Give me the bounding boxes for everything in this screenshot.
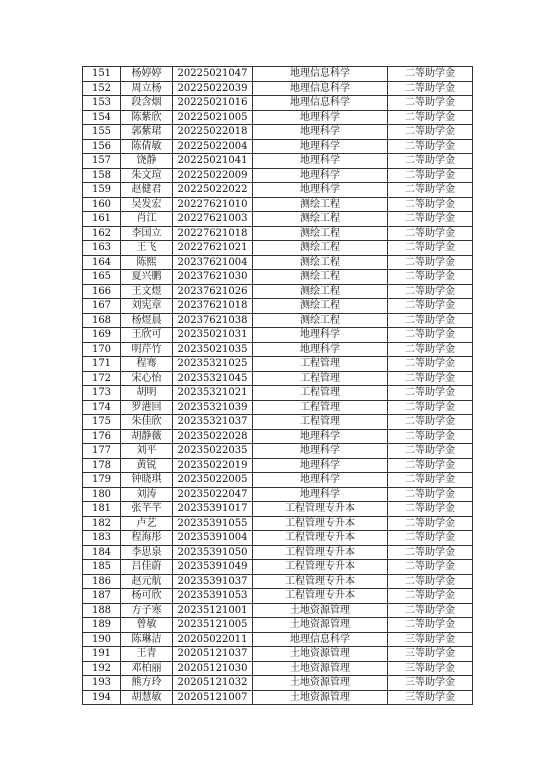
student-id: 20235021031 (173, 328, 253, 343)
table-row (83, 618, 473, 633)
student-name: 熊方玲 (121, 676, 173, 691)
award-level: 二等助学金 (388, 560, 473, 575)
scholarship-table (82, 66, 473, 705)
award-level: 二等助学金 (388, 618, 473, 633)
student-name: 刘宪章 (121, 299, 173, 314)
student-id: 20237621030 (173, 270, 253, 285)
award-level: 二等助学金 (388, 328, 473, 343)
award-level: 二等助学金 (388, 531, 473, 546)
award-level: 二等助学金 (388, 415, 473, 430)
award-level: 二等助学金 (388, 226, 473, 241)
student-name: 杨婷婷 (121, 67, 173, 82)
row-number: 179 (83, 473, 121, 488)
table-row (83, 574, 473, 589)
award-level: 二等助学金 (388, 255, 473, 270)
student-id: 20235321025 (173, 357, 253, 372)
row-number: 155 (83, 125, 121, 140)
student-name: 朱文瑄 (121, 168, 173, 183)
student-name: 陈熙 (121, 255, 173, 270)
row-number: 173 (83, 386, 121, 401)
student-id: 20225021005 (173, 110, 253, 125)
major-name: 土地资源管理 (253, 603, 388, 618)
major-name: 测绘工程 (253, 197, 388, 212)
row-number: 194 (83, 690, 121, 705)
award-level: 二等助学金 (388, 502, 473, 517)
table-row (83, 212, 473, 227)
table-row (83, 197, 473, 212)
row-number: 178 (83, 458, 121, 473)
student-id: 20235021035 (173, 342, 253, 357)
student-id: 20205121032 (173, 676, 253, 691)
student-name: 杨煜晨 (121, 313, 173, 328)
award-level: 二等助学金 (388, 183, 473, 198)
student-name: 李思泉 (121, 545, 173, 560)
row-number: 165 (83, 270, 121, 285)
award-level: 二等助学金 (388, 67, 473, 82)
student-name: 饶静 (121, 154, 173, 169)
major-name: 工程管理专升本 (253, 531, 388, 546)
award-level: 三等助学金 (388, 647, 473, 662)
table-row (83, 632, 473, 647)
student-name: 吕佳蔚 (121, 560, 173, 575)
table-row (83, 473, 473, 488)
major-name: 测绘工程 (253, 270, 388, 285)
row-number: 152 (83, 81, 121, 96)
major-name: 地理科学 (253, 458, 388, 473)
major-name: 土地资源管理 (253, 690, 388, 705)
table-row (83, 357, 473, 372)
major-name: 地理信息科学 (253, 632, 388, 647)
major-name: 地理科学 (253, 328, 388, 343)
row-number: 187 (83, 589, 121, 604)
student-name: 程骞 (121, 357, 173, 372)
major-name: 工程管理 (253, 400, 388, 415)
student-name: 黄锐 (121, 458, 173, 473)
table-row (83, 67, 473, 82)
award-level: 二等助学金 (388, 603, 473, 618)
major-name: 地理科学 (253, 168, 388, 183)
award-level: 二等助学金 (388, 125, 473, 140)
student-name: 陈紫欣 (121, 110, 173, 125)
major-name: 土地资源管理 (253, 618, 388, 633)
major-name: 土地资源管理 (253, 661, 388, 676)
row-number: 188 (83, 603, 121, 618)
award-level: 三等助学金 (388, 690, 473, 705)
table-row (83, 139, 473, 154)
student-id: 20235391053 (173, 589, 253, 604)
award-level: 二等助学金 (388, 429, 473, 444)
table-row (83, 241, 473, 256)
row-number: 183 (83, 531, 121, 546)
student-name: 赵元航 (121, 574, 173, 589)
row-number: 153 (83, 96, 121, 111)
table-row (83, 516, 473, 531)
student-id: 20227621003 (173, 212, 253, 227)
row-number: 162 (83, 226, 121, 241)
student-name: 钟晓琪 (121, 473, 173, 488)
award-level: 二等助学金 (388, 444, 473, 459)
student-id: 20237621038 (173, 313, 253, 328)
major-name: 地理科学 (253, 154, 388, 169)
award-level: 三等助学金 (388, 676, 473, 691)
student-id: 20235022047 (173, 487, 253, 502)
student-id: 20227621021 (173, 241, 253, 256)
major-name: 地理信息科学 (253, 96, 388, 111)
student-name: 朱佳欣 (121, 415, 173, 430)
table-row (83, 255, 473, 270)
row-number: 171 (83, 357, 121, 372)
student-name: 方子寒 (121, 603, 173, 618)
table-row (83, 560, 473, 575)
student-name: 罗港回 (121, 400, 173, 415)
student-id: 20235022035 (173, 444, 253, 459)
major-name: 地理科学 (253, 183, 388, 198)
student-name: 王欣可 (121, 328, 173, 343)
major-name: 工程管理专升本 (253, 560, 388, 575)
major-name: 地理科学 (253, 139, 388, 154)
row-number: 157 (83, 154, 121, 169)
major-name: 土地资源管理 (253, 647, 388, 662)
award-level: 二等助学金 (388, 589, 473, 604)
award-level: 二等助学金 (388, 487, 473, 502)
row-number: 174 (83, 400, 121, 415)
student-id: 20225021047 (173, 67, 253, 82)
award-level: 二等助学金 (388, 168, 473, 183)
student-id: 20225022022 (173, 183, 253, 198)
major-name: 测绘工程 (253, 212, 388, 227)
table-row (83, 603, 473, 618)
row-number: 189 (83, 618, 121, 633)
row-number: 169 (83, 328, 121, 343)
table-row (83, 589, 473, 604)
table-row (83, 647, 473, 662)
major-name: 土地资源管理 (253, 676, 388, 691)
student-id: 20235321021 (173, 386, 253, 401)
student-id: 20225022039 (173, 81, 253, 96)
table-row (83, 502, 473, 517)
award-level: 二等助学金 (388, 284, 473, 299)
student-id: 20225022004 (173, 139, 253, 154)
row-number: 170 (83, 342, 121, 357)
row-number: 186 (83, 574, 121, 589)
student-id: 20235391004 (173, 531, 253, 546)
student-id: 20205022011 (173, 632, 253, 647)
student-name: 肖江 (121, 212, 173, 227)
student-id: 20235022019 (173, 458, 253, 473)
table-row (83, 661, 473, 676)
row-number: 158 (83, 168, 121, 183)
row-number: 191 (83, 647, 121, 662)
row-number: 193 (83, 676, 121, 691)
table-row (83, 444, 473, 459)
row-number: 172 (83, 371, 121, 386)
table-body (83, 67, 473, 705)
major-name: 地理科学 (253, 473, 388, 488)
major-name: 测绘工程 (253, 284, 388, 299)
table-row (83, 96, 473, 111)
row-number: 166 (83, 284, 121, 299)
student-id: 20237621026 (173, 284, 253, 299)
student-id: 20227621010 (173, 197, 253, 212)
table-row (83, 270, 473, 285)
major-name: 测绘工程 (253, 313, 388, 328)
major-name: 工程管理 (253, 415, 388, 430)
row-number: 190 (83, 632, 121, 647)
award-level: 二等助学金 (388, 197, 473, 212)
student-name: 程海彤 (121, 531, 173, 546)
major-name: 地理科学 (253, 125, 388, 140)
table-row (83, 371, 473, 386)
table-row (83, 299, 473, 314)
student-name: 吴发宏 (121, 197, 173, 212)
major-name: 测绘工程 (253, 255, 388, 270)
student-id: 20225022009 (173, 168, 253, 183)
student-id: 20235321039 (173, 400, 253, 415)
award-level: 二等助学金 (388, 81, 473, 96)
row-number: 192 (83, 661, 121, 676)
student-name: 张芊芊 (121, 502, 173, 517)
student-name: 赵健君 (121, 183, 173, 198)
award-level: 二等助学金 (388, 574, 473, 589)
student-id: 20237621018 (173, 299, 253, 314)
student-id: 20235391050 (173, 545, 253, 560)
student-id: 20235121001 (173, 603, 253, 618)
student-name: 宋心怡 (121, 371, 173, 386)
table-row (83, 400, 473, 415)
table-row (83, 458, 473, 473)
major-name: 工程管理专升本 (253, 545, 388, 560)
award-level: 二等助学金 (388, 357, 473, 372)
student-name: 夏兴鹏 (121, 270, 173, 285)
award-level: 二等助学金 (388, 313, 473, 328)
student-name: 刘涛 (121, 487, 173, 502)
major-name: 地理科学 (253, 342, 388, 357)
table-row (83, 342, 473, 357)
major-name: 地理科学 (253, 487, 388, 502)
row-number: 159 (83, 183, 121, 198)
award-level: 二等助学金 (388, 154, 473, 169)
student-id: 20225021016 (173, 96, 253, 111)
student-name: 陈琳洁 (121, 632, 173, 647)
student-id: 20235391049 (173, 560, 253, 575)
row-number: 181 (83, 502, 121, 517)
table-row (83, 284, 473, 299)
table-row (83, 545, 473, 560)
table-row (83, 531, 473, 546)
table-row (83, 125, 473, 140)
major-name: 地理科学 (253, 444, 388, 459)
award-level: 二等助学金 (388, 270, 473, 285)
student-id: 20227621018 (173, 226, 253, 241)
student-name: 周立杨 (121, 81, 173, 96)
major-name: 工程管理专升本 (253, 574, 388, 589)
award-level: 二等助学金 (388, 458, 473, 473)
major-name: 地理科学 (253, 110, 388, 125)
student-name: 胡慧敏 (121, 690, 173, 705)
row-number: 176 (83, 429, 121, 444)
student-id: 20235121005 (173, 618, 253, 633)
table-row (83, 154, 473, 169)
student-name: 郭紫珺 (121, 125, 173, 140)
award-level: 三等助学金 (388, 661, 473, 676)
table-row (83, 690, 473, 705)
award-level: 二等助学金 (388, 342, 473, 357)
row-number: 156 (83, 139, 121, 154)
row-number: 154 (83, 110, 121, 125)
table-row (83, 487, 473, 502)
major-name: 工程管理专升本 (253, 516, 388, 531)
major-name: 工程管理专升本 (253, 502, 388, 517)
major-name: 工程管理 (253, 371, 388, 386)
row-number: 151 (83, 67, 121, 82)
award-level: 三等助学金 (388, 632, 473, 647)
student-name: 曾敏 (121, 618, 173, 633)
major-name: 测绘工程 (253, 226, 388, 241)
award-level: 二等助学金 (388, 212, 473, 227)
table-row (83, 226, 473, 241)
row-number: 164 (83, 255, 121, 270)
student-id: 20235022005 (173, 473, 253, 488)
row-number: 163 (83, 241, 121, 256)
award-level: 二等助学金 (388, 400, 473, 415)
student-name: 胡静薇 (121, 429, 173, 444)
student-id: 20235321045 (173, 371, 253, 386)
major-name: 工程管理 (253, 386, 388, 401)
table-row (83, 313, 473, 328)
row-number: 177 (83, 444, 121, 459)
student-id: 20235022028 (173, 429, 253, 444)
student-name: 陈倩敏 (121, 139, 173, 154)
student-id: 20205121037 (173, 647, 253, 662)
student-name: 杨可欣 (121, 589, 173, 604)
student-name: 段含烟 (121, 96, 173, 111)
table-row (83, 183, 473, 198)
award-level: 二等助学金 (388, 386, 473, 401)
table-row (83, 386, 473, 401)
student-id: 20205121030 (173, 661, 253, 676)
row-number: 175 (83, 415, 121, 430)
award-level: 二等助学金 (388, 545, 473, 560)
student-name: 明芹竹 (121, 342, 173, 357)
table-row (83, 676, 473, 691)
major-name: 地理信息科学 (253, 67, 388, 82)
table-row (83, 429, 473, 444)
student-id: 20235391017 (173, 502, 253, 517)
row-number: 160 (83, 197, 121, 212)
award-level: 二等助学金 (388, 473, 473, 488)
table-row (83, 168, 473, 183)
award-level: 二等助学金 (388, 139, 473, 154)
award-level: 二等助学金 (388, 371, 473, 386)
student-id: 20205121007 (173, 690, 253, 705)
student-name: 李国立 (121, 226, 173, 241)
major-name: 测绘工程 (253, 299, 388, 314)
student-id: 20235391055 (173, 516, 253, 531)
row-number: 168 (83, 313, 121, 328)
major-name: 地理信息科学 (253, 81, 388, 96)
student-id: 20235321037 (173, 415, 253, 430)
row-number: 185 (83, 560, 121, 575)
award-level: 二等助学金 (388, 241, 473, 256)
student-id: 20235391037 (173, 574, 253, 589)
major-name: 测绘工程 (253, 241, 388, 256)
student-name: 卢艺 (121, 516, 173, 531)
student-id: 20225022018 (173, 125, 253, 140)
student-name: 王飞 (121, 241, 173, 256)
table-row (83, 328, 473, 343)
row-number: 184 (83, 545, 121, 560)
award-level: 二等助学金 (388, 299, 473, 314)
student-name: 王青 (121, 647, 173, 662)
table-row (83, 415, 473, 430)
row-number: 161 (83, 212, 121, 227)
row-number: 180 (83, 487, 121, 502)
student-id: 20225021041 (173, 154, 253, 169)
table-row (83, 81, 473, 96)
award-level: 二等助学金 (388, 96, 473, 111)
row-number: 182 (83, 516, 121, 531)
major-name: 地理科学 (253, 429, 388, 444)
student-name: 邓柏丽 (121, 661, 173, 676)
table-row (83, 110, 473, 125)
student-name: 胡明 (121, 386, 173, 401)
student-name: 刘平 (121, 444, 173, 459)
student-id: 20237621004 (173, 255, 253, 270)
student-name: 王文煜 (121, 284, 173, 299)
major-name: 工程管理 (253, 357, 388, 372)
award-level: 二等助学金 (388, 110, 473, 125)
major-name: 工程管理专升本 (253, 589, 388, 604)
award-level: 二等助学金 (388, 516, 473, 531)
row-number: 167 (83, 299, 121, 314)
